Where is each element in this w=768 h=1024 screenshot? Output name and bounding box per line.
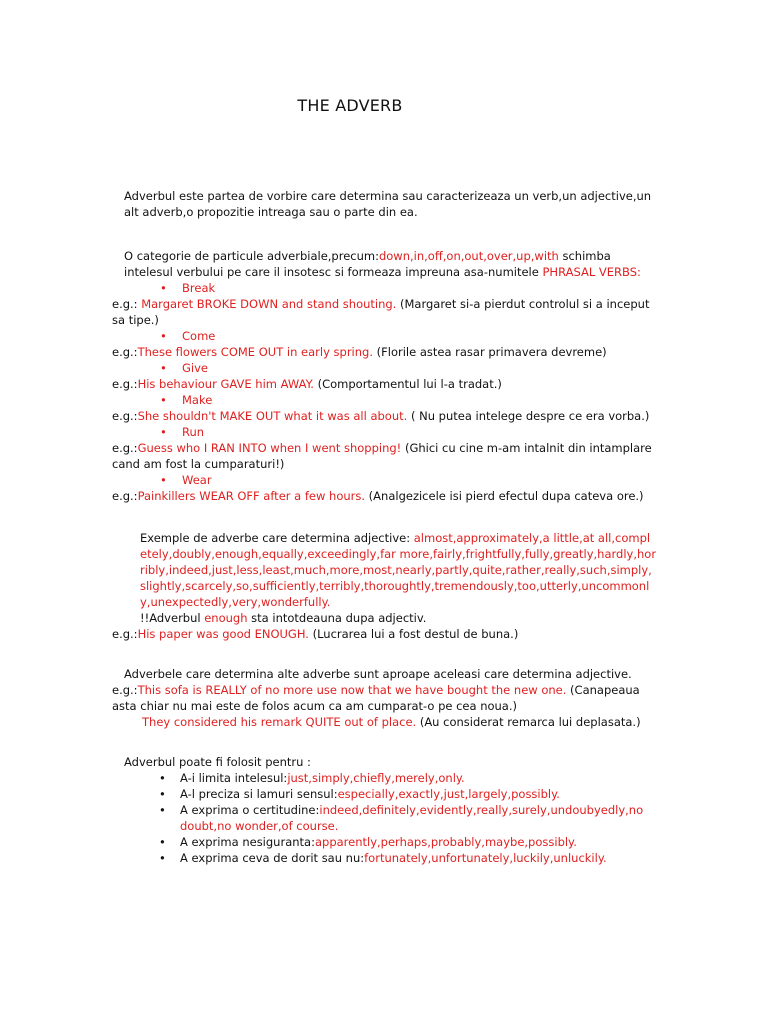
example-really-translation: (Canapeaua asta chiar nu mai este de folos acum ca am cumparat-o pe cea noua.) <box>112 683 640 713</box>
example-run-translation: (Ghici cu cine m-am intalnit din intamplare cand am fost la cumparaturi!) <box>112 441 652 471</box>
adverb-uses-section <box>112 754 657 866</box>
example-quite <box>112 714 657 730</box>
example-quite-translation: (Au considerat remarca lui deplasata.) <box>416 715 641 729</box>
particles-list: down,in,off,on,out,over,up,with <box>378 249 559 263</box>
example-make-text: She shouldn't MAKE OUT what it was all about. <box>137 409 408 423</box>
example-come-text: These flowers COME OUT in early spring. <box>137 345 373 359</box>
phrasal-verbs-term: PHRASAL VERBS: <box>542 265 641 279</box>
adjective-adverbs-paragraph <box>112 530 657 610</box>
page-title: THE ADVERB <box>297 96 403 115</box>
example-break-translation: (Margaret si-a pierdut controlul si a inceput sa tipe.) <box>112 297 650 327</box>
example-enough: e.g.:His paper was good ENOUGH. (Lucrarea lui a fost destul de buna.) <box>112 627 519 641</box>
example-break: e.g.: Margaret BROKE DOWN and stand shouting. (Margaret si-a pierdut controlul si a inceput sa tipe.) <box>112 297 650 327</box>
enough-note: !!Adverbul enough sta intotdeauna dupa adjectiv. <box>140 611 427 625</box>
example-quite-text: They considered his remark QUITE out of place. <box>142 715 417 729</box>
adverb-uses-lead: Adverbul poate fi folosit pentru : <box>124 755 311 769</box>
adjective-adverbs-section <box>112 530 657 642</box>
verb-come: • Come <box>112 328 657 344</box>
verb-break: • Break <box>112 280 657 296</box>
list-item: • A exprima nesiguranta:apparently,perhaps,probably,maybe,possibly. <box>112 834 657 850</box>
example-give-translation: (Comportamentul lui l-a tradat.) <box>313 377 502 391</box>
verb-wear: • Wear <box>112 472 657 488</box>
verb-make: • Make <box>112 392 657 408</box>
list-item: • A-l preciza si lamuri sensul:especially,exactly,just,largely,possibly. <box>112 786 657 802</box>
phrasal-intro <box>112 248 657 280</box>
phrasal-after: schimba intelesul verbului pe care il insotesc si formeaza impreuna asa-numitele <box>124 249 611 279</box>
example-make-translation: ( Nu putea intelege despre ce era vorba.) <box>407 409 650 423</box>
intro-text: Adverbul este partea de vorbire care determina sau caracterizeaza un verb,un adjective,un alt adverb,o propozitie intreaga sau o parte din ea. <box>124 189 652 219</box>
example-enough-translation: (Lucrarea lui a fost destul de buna.) <box>308 627 519 641</box>
adjective-adverbs-list: almost,approximately,a little,at all,completely,doubly,enough,equally,exceedingly,far more,fairly,frightfully,fully,greatly,hardly,horribly,indeed,just,less,least,much,more,most,nearly,partly,quite,rather,really,such,simply,slightly,scarcely,so,sufficiently,terribly,thoroughtly,tremendously,too,utterly,uncommonly,unexpectedly,very,wonderfully. <box>140 531 657 609</box>
phrasal-verbs-section <box>112 248 657 504</box>
adverb-adverbs-lead: Adverbele care determina alte adverbe sunt aproape aceleasi care determina adjective. <box>124 667 632 681</box>
example-enough-text: His paper was good ENOUGH. <box>137 627 309 641</box>
intro-paragraph <box>112 188 657 220</box>
adverb-adverbs-section <box>112 666 657 730</box>
example-make: e.g.:She shouldn't MAKE OUT what it was all about. ( Nu putea intelege despre ce era vorba.) <box>112 409 650 423</box>
example-break-text: Margaret BROKE DOWN and stand shouting. <box>137 297 397 311</box>
example-wear: e.g.:Painkillers WEAR OFF after a few hours. (Analgezicele isi pierd efectul dupa cateva ore.) <box>112 489 644 503</box>
example-give-text: His behaviour GAVE him AWAY. <box>137 377 314 391</box>
list-item: • A-i limita intelesul:just,simply,chiefly,merely,only. <box>112 770 657 786</box>
example-come-translation: (Florile astea rasar primavera devreme) <box>373 345 607 359</box>
example-really: e.g.:This sofa is REALLY of no more use now that we have bought the new one. (Canapeaua asta chiar nu mai este de folos acum ca am cumparat-o pe cea noua.) <box>112 683 640 713</box>
enough-word: enough <box>204 611 248 625</box>
example-run-text: Guess who I RAN INTO when I went shopping! <box>137 441 402 455</box>
example-wear-translation: (Analgezicele isi pierd efectul dupa cateva ore.) <box>365 489 644 503</box>
adjective-adverbs-lead: Exemple de adverbe care determina adjective: <box>140 531 414 545</box>
example-give: e.g.:His behaviour GAVE him AWAY. (Comportamentul lui l-a tradat.) <box>112 377 502 391</box>
verb-run: • Run <box>112 424 657 440</box>
adverb-uses-list <box>112 770 657 866</box>
list-item: • A exprima o certitudine:indeed,definitely,evidently,really,surely,undoubyedly,no doubt,no wonder,of course. <box>112 802 657 834</box>
list-item: • A exprima ceva de dorit sau nu:fortunately,unfortunately,luckily,unluckily. <box>112 850 657 866</box>
example-wear-text: Painkillers WEAR OFF after a few hours. <box>137 489 366 503</box>
example-come: e.g.:These flowers COME OUT in early spring. (Florile astea rasar primavera devreme) <box>112 345 607 359</box>
example-run: e.g.:Guess who I RAN INTO when I went shopping! (Ghici cu cine m-am intalnit din intamplare cand am fost la cumparaturi!) <box>112 441 652 471</box>
verb-give: • Give <box>112 360 657 376</box>
example-really-text: This sofa is REALLY of no more use now that we have bought the new one. <box>137 683 567 697</box>
phrasal-lead: O categorie de particule adverbiale,precum: <box>124 249 379 263</box>
